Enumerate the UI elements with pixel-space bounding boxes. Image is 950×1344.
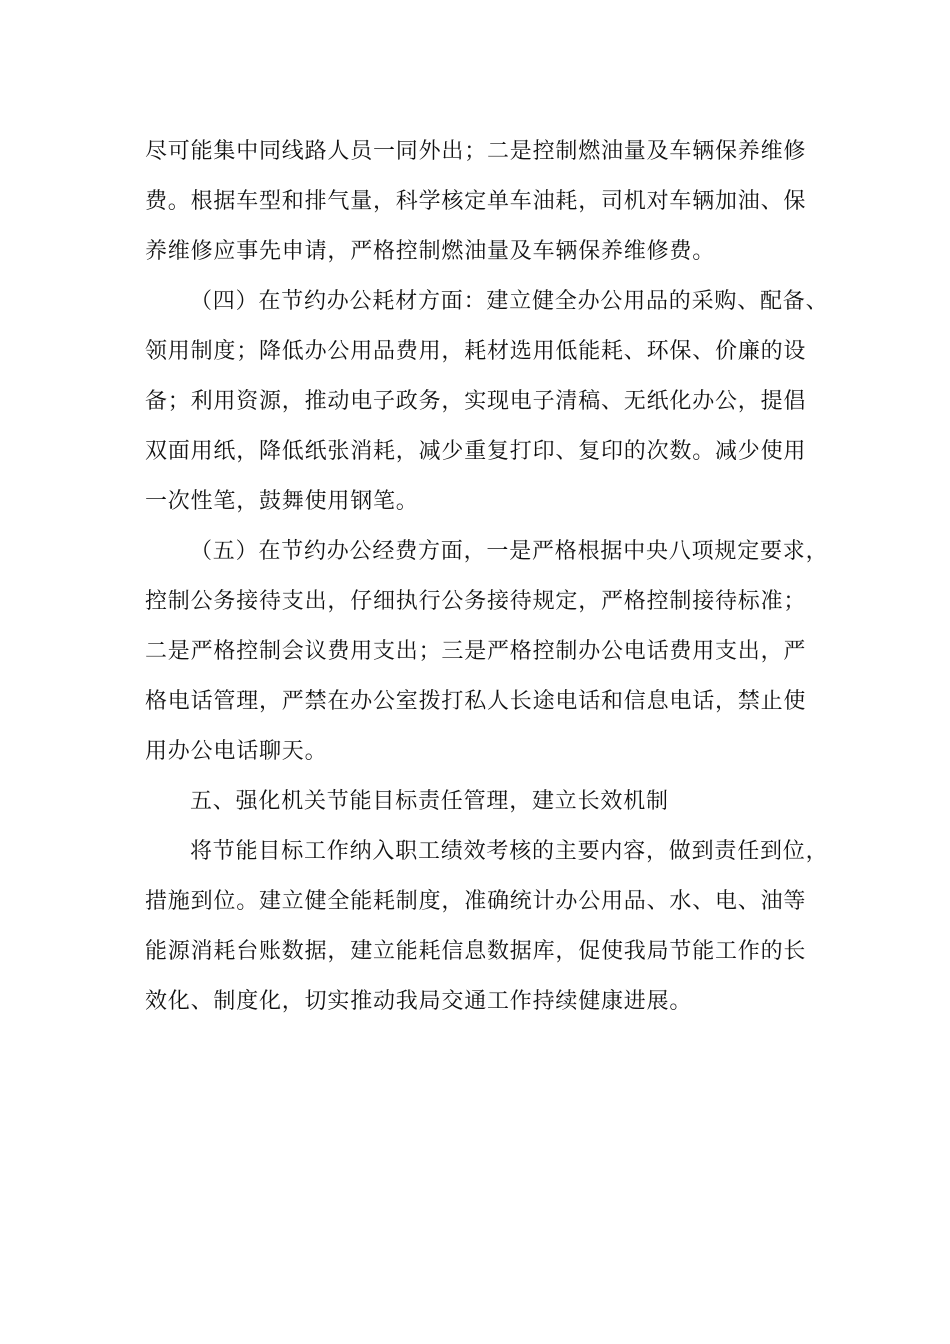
- text-line: 尽可能集中同线路人员一同外出；二是控制燃油量及车辆保养维修: [145, 139, 807, 164]
- text-line: 双面用纸，降低纸张消耗，减少重复打印、复印的次数。减少使用: [145, 439, 807, 464]
- text-line: 能源消耗台账数据，建立能耗信息数据库，促使我局节能工作的长: [145, 939, 807, 964]
- text-line: 养维修应事先申请，严格控制燃油量及车辆保养维修费。: [145, 239, 716, 264]
- text-line: 备；利用资源，推动电子政务，实现电子清稿、无纸化办公，提倡: [145, 389, 807, 414]
- text-line: 用办公电话聊天。: [145, 739, 328, 764]
- text-line: 费。根据车型和排气量，科学核定单车油耗，司机对车辆加油、保: [145, 189, 807, 214]
- text-line: 控制公务接待支出，仔细执行公务接待规定，严格控制接待标准；: [145, 589, 807, 614]
- text-line: （五）在节约办公经费方面，一是严格根据中央八项规定要求，: [190, 539, 829, 564]
- text-line: 二是严格控制会议费用支出；三是严格控制办公电话费用支出，严: [145, 639, 807, 664]
- text-line: 格电话管理，严禁在办公室拨打私人长途电话和信息电话，禁止使: [145, 689, 807, 714]
- text-line: （四）在节约办公耗材方面：建立健全办公用品的采购、配备、: [190, 289, 829, 314]
- section-heading: 五、强化机关节能目标责任管理，建立长效机制: [190, 789, 669, 814]
- text-line: 措施到位。建立健全能耗制度，准确统计办公用品、水、电、油等: [145, 889, 807, 914]
- text-line: 领用制度；降低办公用品费用，耗材选用低能耗、环保、价廉的设: [145, 339, 807, 364]
- text-line: 将节能目标工作纳入职工绩效考核的主要内容，做到责任到位，: [190, 839, 829, 864]
- text-line: 一次性笔，鼓舞使用钢笔。: [145, 489, 419, 514]
- text-line: 效化、制度化，切实推动我局交通工作持续健康进展。: [145, 989, 693, 1014]
